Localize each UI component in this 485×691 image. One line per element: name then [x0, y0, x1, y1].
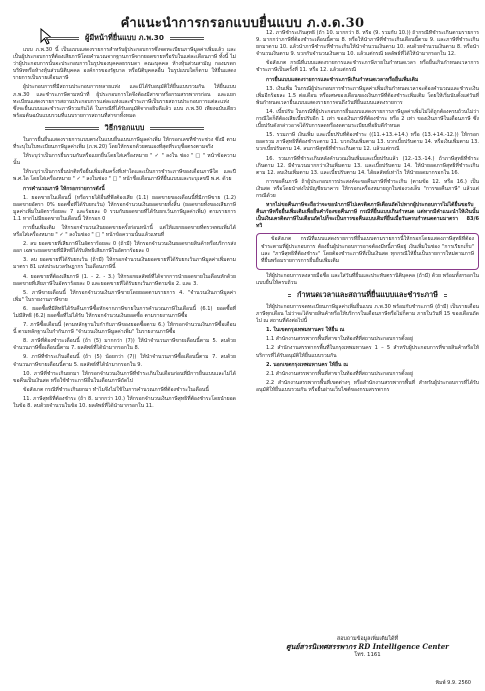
footer-phone: โทร. 1161 — [354, 652, 381, 658]
paragraph: 16. รวมภาษีที่ชำระเกินหลังคำนวณเงินเพิ่มและเบี้ยปรับแล้ว (12.-13.-14.) ถ้าภาษีสุทธิที่ชำระเกินตาม 12. มีจำนวนมากกว่าเงินเพิ่มตาม 13. และเบี้ยปรับตาม 14. ให้นำยอดภาษีสุทธิที่ชำระเกินตาม 12. ลบเงินเพิ่มตาม 13. และเบี้ยปรับตาม 14. ได้ผลลัพธ์เท่าไร ให้นำยอดมากรอกใน 16. — [256, 155, 479, 176]
paragraph: การขอคืนภาษี ถ้าผู้ประกอบการประสงค์จะขอคืนภาษีที่ชำระเกิน (ตามข้อ 12. หรือ 16.) เป็นเงินสด หรือโดยนำส่งไปบัญชีธนาคาร ให้กรอกเครื่องหมายถูกในช่องวงเล็บ "การขอคืนภาษี" แล้วแต่กรณีด้วย — [256, 178, 479, 199]
paragraph: การคำนวณภาษี ให้กรอกรายการดังนี้ — [23, 185, 105, 192]
section-heading-filers: ผู้มีหน้าที่ยื่นแบบ ภ.พ.30 — [13, 33, 236, 43]
section-heading-how-to-fill: วิธีกรอกแบบ — [13, 123, 236, 133]
paragraph: 1. ยอดขายในเดือนนี้ (หรือรายได้อื่นที่พึงต้องเสีย (1.1) ยอดขายของเดือนนี้ที่มีภาษีขาย (1.2) ยอดขายอัตรา 0% ยอดซื้อที่ได้รับยกเว้น) ให้กรอกจำนวนเงินยอดขายทั้งสิ้น (ยอดขายทั้งของเสียภาษีมูลค่าเพิ่มในอัตราร้อยละ 7 และร้อยละ 0 รวมกับยอดขายที่ได้รับยกเว้นภาษีมูลค่าเพิ่ม) ตามรายการ 1.1 หากไม่มียอดขายในเดือนนี้ ให้กรอก 0 — [13, 194, 236, 222]
paragraph: ข้อสังเกต กรณีที่แบบแสดงรายการที่ยื่นแบบตามรายการนี้ให้กรอกโดยแสดงภาษีสุทธิที่ต้องชำระตามที่ผู้ประกอบการ ต้องยื่นผู้ประกอบการอาจต้องมีหนี้ภาษีอยู่ เงินเพิ่มในช่อง "การเรียกเก็บ" และ "ภาษีสุทธิที่ต้องชำระ" โดยต้องชำระภาษีที่เป็นเงินสด ทุกกรณีให้ยื่นเป็นรายการใหม่ตามภาษีที่ยื่นพร้อมรายการการยื่นยื่นเพิ่มเติม — [261, 236, 474, 264]
paragraph: 2. ลบ ยอดขายที่เสียภาษีในอัตราร้อยละ 0 (ถ้ามี) ให้กรอกจำนวนเงินยอดขายสินค้าหรือบริการส่งออก เฉพาะยอดขายที่มีสิทธิได้รับสิทธิเสียภาษีในอัตราร้อยละ 0 — [13, 241, 236, 255]
print-date: พิมพ์ 9.9. 2560 — [435, 680, 471, 686]
paragraph: ข้อสังเกต กรณีที่แบบแสดงรายการและชำระภาษีภายในกำหนดเวลา หรือยื่นเกินกำหนดเวลาการชำระภาษีเป็นครั้งที่ 11. หรือ 12. แล้วแต่กรณี — [256, 60, 479, 74]
paragraph: ให้ระบุว่าเป็นการยื่นปกติหรือยื่นเพิ่มเติมครั้งที่เท่าใดและเป็นการชำระภาษีของเดือนภาษีใด และปี พ.ศ.ใด โดยใส่เครื่องหมาย " ✓ " ลงในช่อง " □ " หน้าชื่อเดือนภาษีที่ยื่นแบบและระบุเลขปี พ.ศ. ด้วย — [13, 169, 236, 183]
paragraph: 2.1 สำนักงานสรรพากรพื้นที่สาขาในท้องที่ที่สถานประกอบการตั้งอยู่ — [266, 370, 413, 377]
paragraph: ให้ระบุว่าเป็นการยื่นรวมกันหรือแยกยื่นโดยใส่เครื่องหมาย " ✓ " ลงใน ช่อง " □ " หน้าข้อความนั้น — [13, 153, 236, 167]
paragraph: ในการยื่นยื่นแสดงรายการแบบตรงในแบบยื่นแบบภาษีมูลค่าเพิ่ม ให้กรอกเลขที่ชำระช่วง ซึ่งมี ตามที่ระบุในใบทะเบียนภาษีมูลค่าเพิ่ม (ภ.พ.20) โดยให้กรอกด้วยตนเองที่สุดที่ระบุชื่อตรงตามจริง — [13, 136, 236, 151]
paragraph: ให้ผู้ประกอบการลงลายมือชื่อ และใส่วันที่ยื่นและประทับตรานิติบุคคล (ถ้ามี) ด้วย พร้อมทั้งกรอกในแบบยื่นให้ครบถ้วน — [256, 272, 479, 286]
paragraph: 2.2 สำนักงานสรรพากรพื้นที่เขตต่างๆ หรือสำนักงานสรรพากรพื้นที่ สำหรับผู้ประกอบการที่ได้รับอนุมัติให้ยื่นแบบรวมกัน หรือยื่นผ่านเว็บไซต์ของกรมสรรพากร — [256, 379, 479, 393]
paragraph: ผู้ประกอบการที่มีสถานประกอบการหลายแห่ง และมิได้รับอนุมัติให้ยื่นแบบรวมกัน ให้ยื่นแบบ ภ.พ.30 และชำระภาษีตามหน้าที่ ผู้ประกอบการใดจึงต้องมีสาขาหรือกรมสรรพากรก่อน และแยกทะเบียนแสดงรายการสถานประกอบการแต่ละแห่งและชำระภาษีเป็นรายสถานประกอบการแต่ละแห่ง ซึ่งจะยื่นแบบและชำระภาษีรวมกันได้ ในกรณีที่ได้รับอนุมัติจากอธิบดีแล้ว แบบ ภ.พ.30 เพียงฉบับเดียว พร้อมต้นฉบับแบบรวมที่แนบรายการสถานที่สาขาทั้งหมด — [13, 84, 236, 119]
paragraph: 4. ยอดขายที่ต้องเสียภาษี (1. - 2. - 3.) ให้กรอกผลลัพธ์ที่ได้จากการนำยอดขายในเดือนหักด้วยยอดขายที่เสียภาษีในอัตราร้อยละ 0 และยอดขายที่ได้รับยกเว้นภาษีตามข้อ 2. และ 3. — [13, 273, 236, 287]
paragraph: 5. ภาษีขายเดือนนี้ ให้กรอกจำนวนเงินภาษีขายโดยยอดตามรายการ 4. "จำนวนเงินภาษีมูลค่าเพิ่ม" ในรายงานภาษีขาย — [13, 289, 236, 303]
paragraph: 8. ภาษีที่ต้องชำระเดือนนี้ (ถ้า (5) มากกว่า (7)) ให้นำจำนวนภาษีขายเดือนนี้ตาม 5. ลบด้วยจำนวนภาษีซื้อเดือนนี้ตาม 7. ผลลัพธ์ที่ได้นำมากรอกใน 8. — [13, 338, 236, 352]
paragraph: การยื่นเพิ่มเติม ให้กรอกจำนวนเงินยอดขายครั้งก่อนหน้านี้ แต่ให้แยกยอดขายที่ตรวจพบเพิ่มได้ หรือใส่เครื่องหมาย " ✓ " ลงในช่อง " □ " หน้าข้อความนั้นแล้วแทนที่ — [13, 224, 236, 239]
paragraph: การยื่นแบบแสดงรายการและชำระภาษีเกินกำหนดเวลาหรือยื่นเพิ่มเติม — [266, 76, 419, 83]
paragraph: 1.1 สำนักงานสรรพากรพื้นที่สาขาในท้องที่ที่สถานประกอบการตั้งอยู่ — [266, 336, 413, 343]
paragraph: 11. ภาษีสุทธิที่ต้องชำระ (ถ้า 8. มากกว่า 10.) ให้กรอกจำนวนเงินภาษีสุทธิที่ต้องชำระโดยนำยอดในข้อ 8. ลบด้วยจำนวนในข้อ 10. ผลลัพธ์ที่ได้นำมากรอกใน 11. — [13, 395, 236, 410]
paragraph: 15. รวมภาษี เงินเพิ่ม และเบี้ยปรับที่ต้องชำระ ((11.+13.+14.) หรือ (13.+14.-12.)) ให้กรอกยอดรวม ภาษีสุทธิที่ต้องชำระตาม 11. บวกเงินเพิ่มตาม 13. บวกเบี้ยปรับตาม 14. หรือเงินเพิ่มตาม 13. บวกเบี้ยปรับตาม 14. ลบภาษีสุทธิที่ชำระเกินตาม 12. แล้วแต่กรณี — [256, 132, 479, 153]
paragraph: 10. ภาษีที่ชำระเกินยกมา ให้กรอกจำนวนเงินภาษีที่ชำระเกินในเดือนก่อนที่มีการยื่นแบบและไม่ได้ขอคืนเป็นเงินสด หรือใช้ชำระภาษีอื่นในเดือนภาษีถัดไป — [13, 370, 236, 384]
contact-footer — [256, 635, 479, 659]
paragraph: ให้ผู้ประกอบการจดทะเบียนภาษีมูลค่าเพิ่มยื่นแบบ ภ.พ.30 พร้อมกับชำระภาษี (ถ้ามี) เป็นรายเดือนภาษีทุกเดือน ไม่ว่าจะได้ขายสินค้าหรือให้บริการในเดือนภาษีหรือไม่ก็ตาม ภายในวันที่ 15 ของเดือนถัดไป ณ สถานที่ดังต่อไปนี้ — [256, 304, 479, 325]
paragraph: ข้อสังเกต กรณีที่ชำระเกินยกมา ทำไมจึงไม่ใช้ในการคำนวณภาษีที่ต้องชำระในเดือนนี้ — [23, 386, 209, 393]
section-heading-deadline: กำหนดเวลาและสถานที่ยื่นแบบและชำระภาษี — [256, 290, 479, 300]
paragraph: 1. ในเขตกรุงเทพมหานคร ให้ยื่น ณ — [266, 327, 345, 334]
boxed-note — [256, 233, 479, 269]
paragraph: 7. ภาษีซื้อเดือนนี้ (ตามหลักฐานใบกำกับภาษีของยอดซื้อตาม 6.) ให้กรอกจำนวนเงินภาษีซื้อเดือนนี้ ตามหลักฐานใบกำกับภาษี "จำนวนเงินภาษีมูลค่าเพิ่ม" ในรายงานภาษีซื้อ — [13, 322, 236, 336]
paragraph: แบบ ภ.พ.30 นี้ เป็นแบบแสดงรายการสำหรับผู้ประกอบการซึ่งจดทะเบียนภาษีมูลค่าเพิ่มแล้ว และเป็นผู้ประกอบการที่ต้องเสียภาษีโดยคำนวณจากฐานภาษีจากยอดขายหรือรับในแต่ละเดือนภาษี ทั้งนี้ ไม่ว่าผู้ประกอบการนั้นจะประกอบการในรูปของบุคคลธรรมดา คณะบุคคล ห้างหุ้นส่วนสามัญ กองมรดก บริษัทหรือห้างหุ้นส่วนนิติบุคคล องค์การของรัฐบาล หรือนิติบุคคลอื่น ในรูปแบบใดก็ตาม ให้ยื่นแสดงรายการเป็นรายเดือนภาษี — [13, 47, 236, 82]
left-column — [13, 30, 236, 670]
footer-line: สอบถามข้อมูลเพิ่มเติมได้ที่ — [336, 636, 399, 642]
paragraph: 12. ภาษีชำระเกินสุทธิ (ถ้า 10. มากกว่า 8. หรือ (9. รวมกับ 10.)) ถ้ากรณีที่ชำระเกินตามรายการ 9. มากกว่าภาษีที่ต้องชำระเดือนนี้ตาม 8. หรือให้นำภาษีที่ชำระเกินเดือนนี้ตาม 9. และภาษีที่ชำระเกินยกมาตาม 10. แล้วนำภาษีชำระที่ชำระเกินให้นำจำนวนเงินตาม 10. ลบด้วยจำนวนเงินตาม 8. หรือนำจำนวนเงินตาม 9. บวกกับจำนวนเงินตาม 10. แล้วแต่กรณี ผลลัพธ์ที่ได้ให้นำมากรอกใน 12. — [256, 30, 479, 58]
paragraph: 6. ยอดซื้อที่มีสิทธิได้รับคืนภาษีซื้อหักจากภาษีขายในการคำนวณภาษีในเดือนนี้ (6.1) ยอดซื้อที่ไม่มีสิทธิ (6.2) ยอดซื้อที่ไม่ได้รับ ให้กรอกจำนวนเงินยอดซื้อ ตามรายงานภาษีซื้อ — [13, 305, 236, 319]
right-column — [256, 30, 479, 670]
bold-note: หากไม่ขอคืนภาษีจะถือว่าจะขอนำภาษีไปเครดิตภาษีเดือนถัดไปหากผู้ประกอบการไม่ได้ยื่นขอรับคืนภาษีหรือยื่นเพิ่มเติมเพื่อยื่นคำร้องขอคืนภาษี กรณีที่ยื่นแบบเกินกำหนด แต่หากมีคำแนะนำให้เงินนั้นเป็นเงินเครดิตภาษีในเดือนถัดไปก็จะเป็นการขอคืนแบบเดิมที่ยื่นเมื่อวันครบกำหนดตามมาตรา 83/6 ทวิ — [256, 202, 479, 230]
paragraph: 14. เบี้ยปรับ ในกรณีที่ผู้ประกอบการยื่นแบบแสดงรายการภาษีมูลค่าเพิ่มไม่ได้ถูกต้องครบถ้วนไม่ว่ากรณีใดก็ดีต้องเสียเบี้ยปรับอีก 1 เท่า ของเงินภาษีที่ต้องชำระ หรือ 2 เท่า ของเงินภาษีในเดือนภาษี ซึ่งเบี้ยปรับดังกล่าวอาจได้รับการลดหรืองดตามระเบียบที่อธิบดีกำหนด — [256, 108, 479, 130]
paragraph: 3. ลบ ยอดขายที่ได้รับยกเว้น (ถ้ามี) ให้กรอกจำนวนเงินยอดขายที่ได้รับยกเว้นภาษีมูลค่าเพิ่มตามมาตรา 81 แห่งประมวลรัษฎากร ในเดือนภาษีนี้ — [13, 257, 236, 271]
paragraph: 9. ภาษีที่ชำระเกินเดือนนี้ (ถ้า (5) น้อยกว่า (7)) ให้นำจำนวนภาษีซื้อเดือนนี้ตาม 7. ลบด้วยจำนวนภาษีขายเดือนนี้ตาม 5. ผลลัพธ์ที่ได้นำมากรอกใน 9. — [13, 354, 236, 368]
paragraph: 1.2 สำนักงานสรรพากรพื้นที่ในกรุงเทพมหานคร 1 – 5 สำหรับผู้ประกอบการที่ขายสินค้าหรือให้บริการที่ได้รับอนุมัติให้ยื่นแบบรวมกัน — [256, 345, 479, 359]
paragraph: 13. เงินเพิ่ม ในกรณีผู้ประกอบการชำระภาษีมูลค่าเพิ่มเกินกำหนดเวลาจะต้องคำนวณและชำระเงินเพิ่มอีกร้อยละ 1.5 ต่อเดือน หรือเศษของเดือนของเงินภาษีที่ต้องชำระเพิ่มเติม โดยให้เริ่มนับตั้งแต่วันที่พ้นกำหนดเวลายื่นแบบแสดงรายการจนถึงวันที่ยื่นแบบแสดงรายการ — [256, 85, 479, 106]
paragraph: 2. นอกเขตกรุงเทพมหานคร ให้ยื่น ณ — [266, 361, 348, 368]
page-title: คำแนะนำการกรอกแบบยื่นแบบ ภ.ง.ด.30 — [120, 16, 365, 31]
footer-center-name: ศูนย์สารนิเทศสรรพากร RD Intelligence Center — [286, 642, 449, 651]
